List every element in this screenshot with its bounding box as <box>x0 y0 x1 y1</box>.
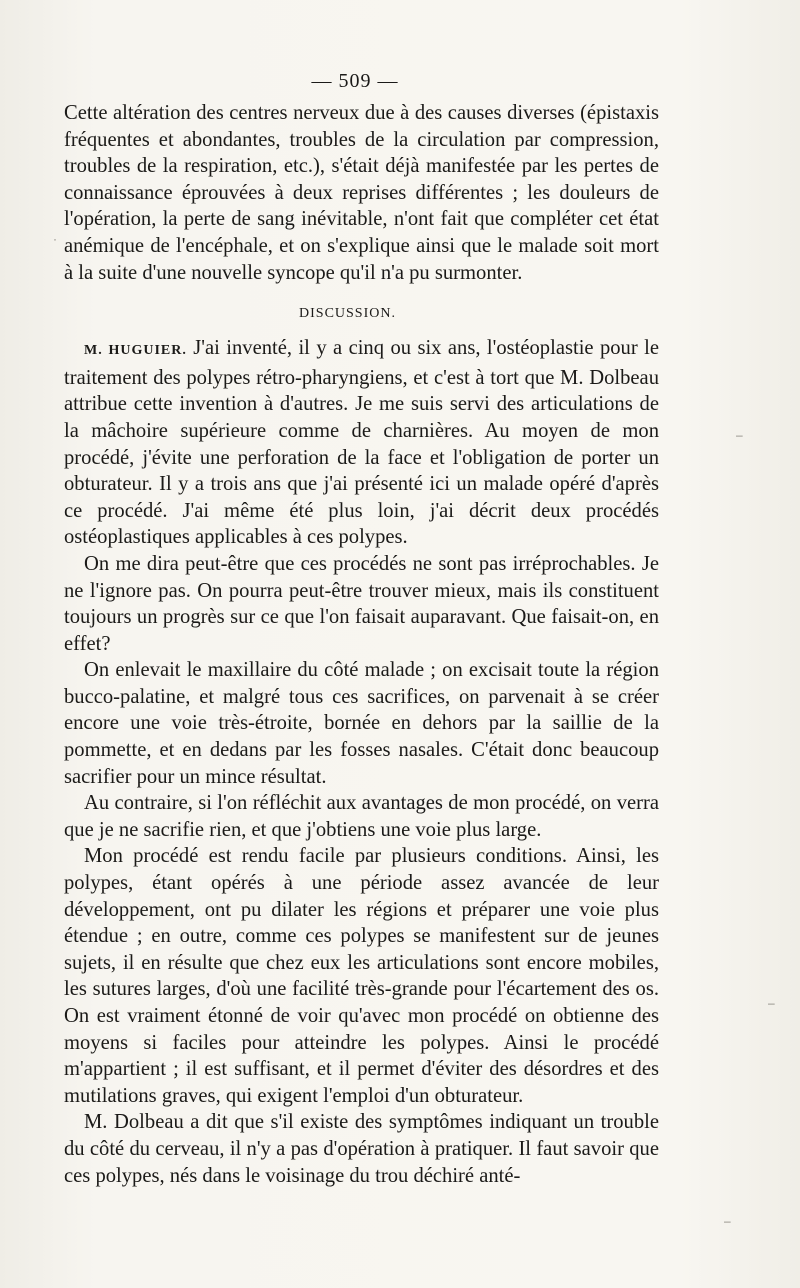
speaker-statement: J'ai inventé, il y a cinq ou six ans, l'ostéoplastie pour le traitement des polypes rétro-pharyngiens, et c'est à tort que M. Dolbeau attribue cette invention à d'autres. Je me suis servi des articulations de la mâchoire supérieure comme de charnières. Au moyen de mon procédé, j'évite une perforation de la face et l'obligation de porter un obturateur. Il y a trois ans que j'ai présenté ici un malade opéré d'après ce procédé. J'ai même été plus loin, j'ai décrit deux procédés ostéoplastiques applicables à ces polypes. <box>64 337 659 549</box>
paragraph-conditions: Mon procédé est rendu facile par plusieurs conditions. Ainsi, les polypes, étant opérés à une période assez avancée de leur développement, ont pu dilater les régions et préparer une voie plus étendue ; en outre, comme ces polypes se manifestent sur de jeunes sujets, il en résulte que chez eux les articulations sont encore mobiles, les sutures larges, d'où une facilité très-grande pour l'écartement des os. On est vraiment étonné de voir qu'avec mon procédé on obtienne des moyens si faciles pour atteindre les polypes. Ainsi le procédé m'appartient ; il est suffisant, et il permet d'éviter des désordres et des mutilations graves, qui exigent l'emploi d'un obturateur. <box>64 845 659 1107</box>
paragraph-huguier <box>64 335 659 551</box>
page-number: — 509 — <box>311 70 399 92</box>
paragraph-maxillaire: On enlevait le maxillaire du côté malade ; on excisait toute la région bucco-palatine, et malgré tous ces sacrifices, on parvenait à se créer encore une voie très-étroite, bornée en dehors par la saillie de la pommette, et en dedans par les fosses nasales. C'était donc beaucoup sacrifier pour un mince résultat. <box>64 659 659 788</box>
section-heading-discussion: DISCUSSION. <box>299 306 396 322</box>
paragraph-dolbeau: M. Dolbeau a dit que s'il existe des symptômes indiquant un trouble du côté du cerveau, il n'y a pas d'opération à pratiquer. Il faut savoir que ces polypes, nés dans le voisinage du trou déchiré anté- <box>64 1111 659 1187</box>
paragraph-procedes: On me dira peut-être que ces procédés ne sont pas irréprochables. Je ne l'ignore pas. On pourra peut-être trouver mieux, mais ils constituent toujours un progrès sur ce que l'on faisait auparavant. Que faisait-on, en effet? <box>64 552 659 655</box>
margin-dash: – <box>768 996 775 1010</box>
paragraph-intro: Cette altération des centres nerveux due à des causes diverses (épistaxis fréquentes et abondantes, troubles de la circulation par compression, troubles de la respiration, etc.), s'était déjà manifestée par les pertes de connaissance éprouvées à deux reprises différentes ; les douleurs de l'opération, la perte de sang inévitable, n'ont fait que compléter cet état anémique de l'encéphale, et on s'explique ainsi que le malade soit mort à la suite d'une nouvelle syncope qu'il n'a pu surmonter. <box>64 102 659 284</box>
paragraph-avantages: Au contraire, si l'on réfléchit aux avantages de mon procédé, on verra que je ne sacrifie rien, et que j'obtiens une voie plus large. <box>64 792 659 841</box>
speaker-name: M. HUGUIER. <box>84 343 187 359</box>
margin-dot: · <box>53 232 57 246</box>
margin-dash: – <box>724 1214 731 1228</box>
body-text <box>64 100 659 1189</box>
margin-dash: – <box>736 428 743 442</box>
